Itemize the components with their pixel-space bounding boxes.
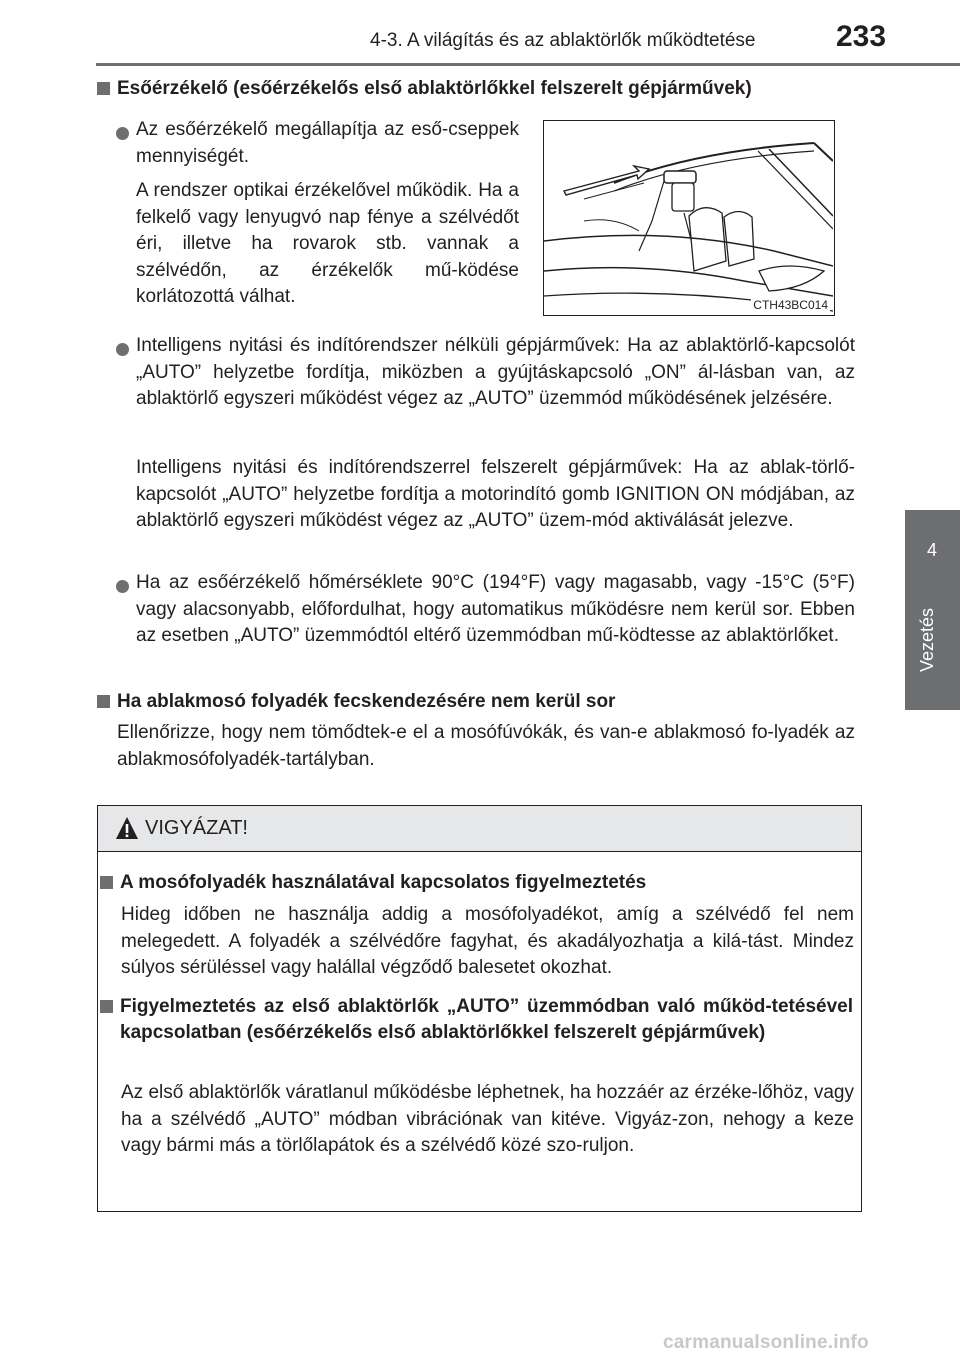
paragraph-optical-sensor: A rendszer optikai érzékelővel működik. Ha a felkelő vagy lenyugvó nap fénye a szélvédőt éri, illetve ha rovarok stb. vannak a szélvédőn, az érzékelők mű-ködése korlátozottá válhat. [136,180,519,307]
warning-item-body-auto-mode: Az első ablaktörlők váratlanul működésbe léphetnek, ha hozzáér az érzéke-lőhöz, vagy ha a szélvédő „AUTO” módban vibrációnak van kitéve. Vigyáz-zon, nehogy a keze vagy bármi más a törlőlapátok és a szélvédő közé szo-ruljon. [121,1082,854,1156]
round-bullet-icon [116,580,129,593]
square-bullet-icon [100,1000,113,1013]
section-title: 4-3. A világítás és az ablaktörlők működtetése [370,30,756,51]
chapter-label: Vezetés [917,608,937,673]
square-bullet-icon [97,82,110,95]
heading-text: Esőérzékelő (esőérzékelős első ablaktörlőkkel felszerelt gépjárművek) [117,78,752,99]
warning-item-heading-auto-mode [100,994,860,1046]
square-bullet-icon [100,876,113,889]
windshield-sensor-illustration [544,121,833,314]
round-bullet-icon [116,127,129,140]
chapter-number: 4 [927,540,938,560]
warning-title: VIGYÁZAT! [145,817,248,839]
warning-header [98,806,861,852]
header-rule [96,63,960,66]
figure-code: CTH43BC014 [753,298,828,312]
warning-item-body-washer-fluid: Hideg időben ne használja addig a mosófolyadékot, amíg a szélvédő fel nem melegedett. A folyadék a szélvédőre fagyhat, és akadályozhatja a kilá-tást. Mindez súlyos sérüléssel vagy halállal végződő balesetet okozhat. [121,904,854,978]
round-bullet-icon [116,343,129,356]
warning-item-heading-washer-fluid [100,870,860,896]
section-heading-rain-sensor [97,76,867,102]
warning-triangle-icon [115,816,139,840]
bullet-rain-amount: Az esőérzékelő megállapítja az eső-cseppek mennyiségét. [136,119,519,167]
section-heading-washer-fluid [97,689,867,715]
square-bullet-icon [97,695,110,708]
page-number: 233 [836,20,887,53]
bullet-temperature-limits: Ha az esőérzékelő hőmérséklete 90°C (194°F) vagy magasabb, vagy -15°C (5°F) vagy alacsonyabb, előfordulhat, hogy automatikus működésre nem kerül sor. Ebben az esetben „AUTO” üzemmódtól eltérő üzemmódban mű-ködtesse az ablaktörlőket. [136,572,855,646]
paragraph-smart-key-equipped: Intelligens nyitási és indítórendszerrel felszerelt gépjárművek: Ha az ablak-törlő-kapcsolót „AUTO” helyzetbe fordítja a motorindító gomb IGNITION ON módjában, az ablaktörlő egyszeri működést végez az „AUTO” üzem-mód aktiválását jelezve. [136,457,855,531]
paragraph-washer-check: Ellenőrizze, hogy nem tömődtek-e el a mosófúvókák, és van-e ablakmosó fo-lyadék az ablakmosófolyadék-tartályban. [117,722,855,770]
footer-watermark: carmanualsonline.info [663,1332,869,1353]
heading-text: Figyelmeztetés az első ablaktörlők „AUTO” üzemmódban való működ-tetésével kapcsolatban (esőérzékelős első ablaktörlőkkel felszerelt gépjárművek) [120,996,853,1043]
bullet-smart-key-none: Intelligens nyitási és indítórendszer nélküli gépjárművek: Ha az ablaktörlő-kapcsolót „AUTO” helyzetbe fordítja, miközben a gyújtáskapcsoló „ON” ál-lásban van, az ablaktörlő egyszeri működést végez az „AUTO” üzemmód működésének jelzésére. [136,335,855,409]
heading-text: Ha ablakmosó folyadék fecskendezésére nem kerül sor [117,691,616,712]
heading-text: A mosófolyadék használatával kapcsolatos figyelmeztetés [120,872,647,893]
rain-sensor-figure [543,120,835,316]
